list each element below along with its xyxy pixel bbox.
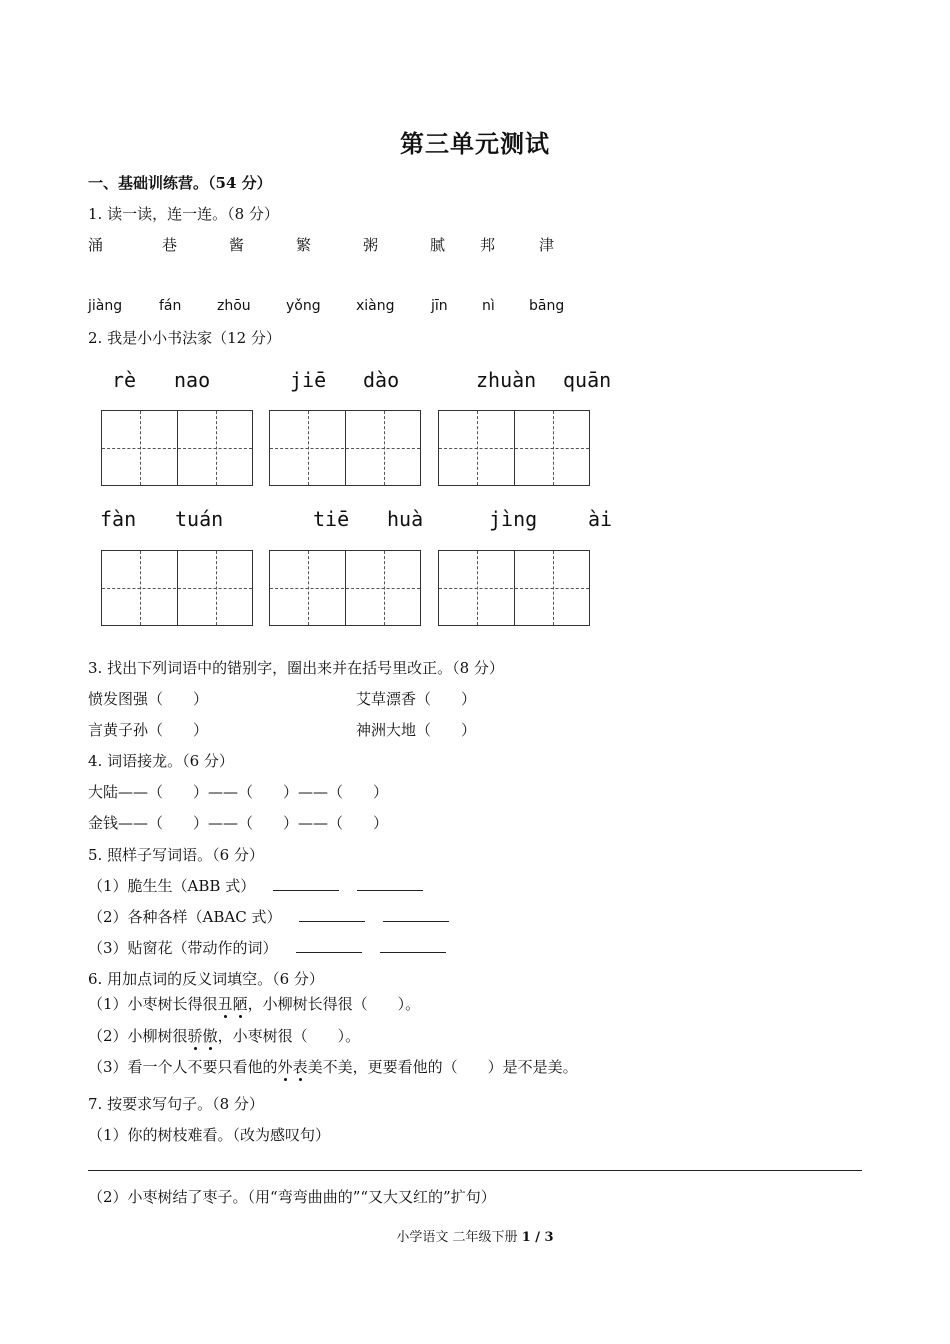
q2-pinyin-quan: quān — [563, 368, 612, 392]
q5-item-text: （3）贴窗花（带动作的词） — [88, 939, 278, 957]
q6-sentence-1 — [88, 993, 420, 1014]
q3-item-2: 言黄子孙（ ） — [88, 721, 209, 739]
writing-grid[interactable] — [438, 410, 590, 486]
q1-pinyin-1: fán — [159, 298, 182, 314]
question-3-label: 3. 找出下列词语中的错别字，圈出来并在括号里改正。（8 分） — [88, 659, 504, 677]
q5-item-2 — [88, 937, 446, 958]
q2-pinyin-tuan: tuán — [175, 507, 224, 531]
q6-s3-post: 美不美，更要看他的（ ）是不是美。 — [307, 1058, 578, 1076]
q6-sentence-3 — [88, 1056, 578, 1077]
q2-pinyin-dao: dào — [363, 368, 400, 392]
q2-pinyin-fan: fàn — [100, 507, 137, 531]
q1-char-0: 涌 — [88, 236, 104, 254]
q2-pinyin-nao: nao — [174, 368, 211, 392]
dotted-char: 外 — [277, 1058, 293, 1076]
page-title: 第三单元测试 — [400, 129, 550, 158]
q1-char-4: 粥 — [363, 236, 379, 254]
question-4-label: 4. 词语接龙。（6 分） — [88, 752, 234, 770]
q1-char-5: 腻 — [430, 236, 446, 254]
answer-blank[interactable] — [380, 938, 446, 953]
q2-pinyin-zhuan: zhuàn — [476, 368, 537, 392]
q2-pinyin-hua: huà — [387, 507, 424, 531]
q1-char-6: 邦 — [480, 236, 496, 254]
q2-pinyin-ai: ài — [588, 507, 613, 531]
q2-pinyin-jie: jiē — [290, 368, 327, 392]
q7-item-0: （1）你的树枝难看。（改为感叹句） — [88, 1126, 331, 1144]
footer-text: 小学语文 二年级下册 — [396, 1230, 522, 1245]
q1-pinyin-4: xiàng — [356, 298, 395, 314]
q6-s3-pre: （3）看一个人不要只看他的 — [88, 1058, 278, 1076]
q6-s1-pre: （1）小枣树长得很 — [88, 995, 218, 1013]
q2-pinyin-tie: tiē — [313, 507, 350, 531]
q2-pinyin-re: rè — [112, 368, 137, 392]
q3-item-1: 艾草漂香（ ） — [356, 690, 477, 708]
q4-item-1: 金钱——（ ）——（ ）——（ ） — [88, 814, 389, 832]
writing-grid[interactable] — [269, 410, 421, 486]
q5-item-0 — [88, 875, 423, 896]
q2-pinyin-jing: jìng — [489, 507, 538, 531]
dotted-char: 丑 — [217, 995, 233, 1013]
question-2-label: 2. 我是小小书法家（12 分） — [88, 329, 281, 347]
q6-sentence-2 — [88, 1025, 360, 1046]
question-5-label: 5. 照样子写词语。（6 分） — [88, 846, 264, 864]
q1-pinyin-2: zhōu — [217, 298, 251, 314]
writing-grid[interactable] — [101, 550, 253, 626]
q1-char-1: 巷 — [162, 236, 178, 254]
answer-blank[interactable] — [383, 907, 449, 922]
q6-s2-pre: （2）小柳树很 — [88, 1027, 188, 1045]
page-number: 1 / 3 — [521, 1230, 554, 1245]
q6-s1-post: ，小柳树长得很（ ）。 — [247, 995, 421, 1013]
section-heading-basics: 一、基础训练营。（54 分） — [88, 174, 272, 192]
answer-blank[interactable] — [296, 938, 362, 953]
q1-pinyin-6: nì — [482, 298, 495, 314]
q6-s2-post: ，小枣树很（ ）。 — [217, 1027, 361, 1045]
answer-line[interactable] — [88, 1170, 862, 1171]
q5-item-text: （2）各种各样（ABAC 式） — [88, 908, 282, 926]
question-6-label: 6. 用加点词的反义词填空。（6 分） — [88, 970, 324, 988]
answer-blank[interactable] — [299, 907, 365, 922]
q3-item-0: 愤发图强（ ） — [88, 690, 209, 708]
q1-char-2: 酱 — [229, 236, 245, 254]
q1-char-3: 繁 — [296, 236, 312, 254]
writing-grid[interactable] — [269, 550, 421, 626]
q1-pinyin-0: jiàng — [88, 298, 123, 314]
q1-pinyin-3: yǒng — [286, 298, 321, 314]
dotted-char: 表 — [292, 1058, 308, 1076]
q5-item-1 — [88, 906, 449, 927]
q1-char-7: 津 — [539, 236, 555, 254]
answer-blank[interactable] — [357, 876, 423, 891]
q1-pinyin-5: jīn — [431, 298, 448, 314]
q1-pinyin-7: bāng — [529, 298, 565, 314]
question-1-label: 1. 读一读，连一连。（8 分） — [88, 205, 279, 223]
dotted-char: 傲 — [202, 1027, 218, 1045]
dotted-char: 骄 — [187, 1027, 203, 1045]
q5-item-text: （1）脆生生（ABB 式） — [88, 877, 256, 895]
dotted-char: 陋 — [232, 995, 248, 1013]
q3-item-3: 神洲大地（ ） — [356, 721, 477, 739]
q7-item-1: （2）小枣树结了枣子。（用“弯弯曲曲的”“又大又红的”扩句） — [88, 1188, 496, 1206]
question-7-label: 7. 按要求写句子。（8 分） — [88, 1095, 264, 1113]
q4-item-0: 大陆——（ ）——（ ）——（ ） — [88, 783, 389, 801]
answer-blank[interactable] — [273, 876, 339, 891]
writing-grid[interactable] — [101, 410, 253, 486]
writing-grid[interactable] — [438, 550, 590, 626]
page-footer — [0, 1226, 950, 1245]
